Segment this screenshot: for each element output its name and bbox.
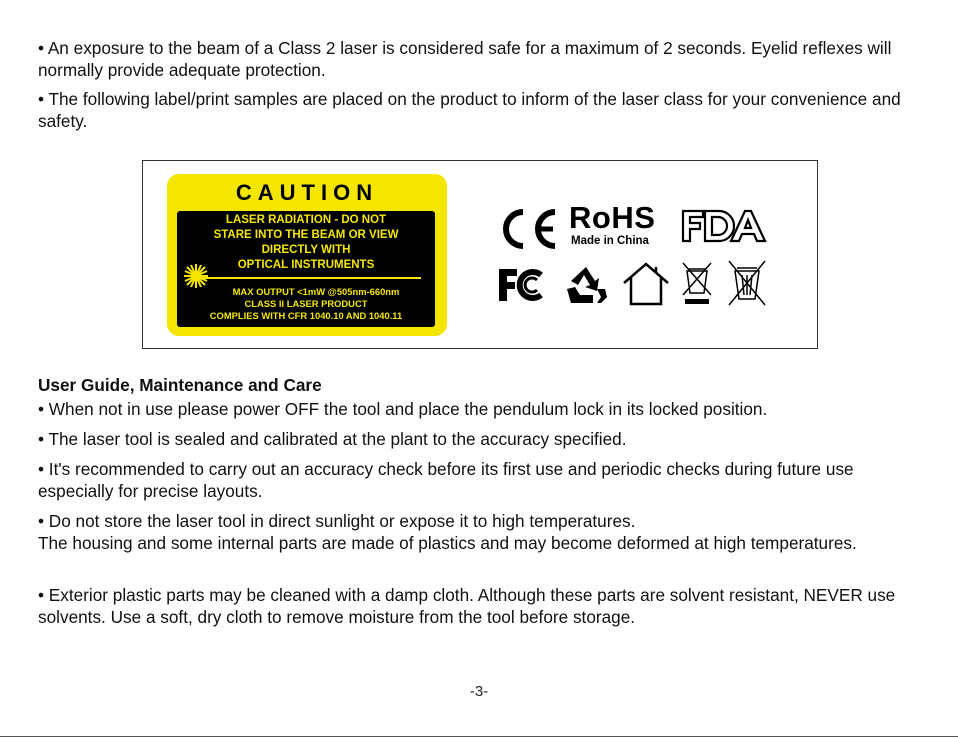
caution-line-3: DIRECTLY WITH: [261, 244, 351, 256]
laser-beam-line: [201, 277, 421, 279]
caution-line-4: OPTICAL INSTRUMENTS: [237, 259, 375, 271]
guide-heading: User Guide, Maintenance and Care: [38, 375, 322, 395]
weee-bin-icon: [681, 261, 713, 307]
rohs-title: RoHS: [569, 200, 656, 235]
recycle-icon: [563, 265, 609, 305]
caution-panel: [177, 211, 435, 327]
caution-compliance: COMPLIES WITH CFR 1040.10 AND 1040.11: [209, 310, 403, 321]
guide-paragraph-3: • It's recommended to carry out an accuracy check before its first use and periodic checks during future use especially for precise layouts.: [38, 459, 854, 501]
guide-paragraph-2: • The laser tool is sealed and calibrated at the plant to the accuracy specified.: [38, 429, 627, 449]
intro-paragraph-1: • An exposure to the beam of a Class 2 laser is considered safe for a maximum of 2 seconds. Eyelid reflexes will normally provide adequate protection.: [38, 38, 892, 80]
caution-output: MAX OUTPUT <1mW @505nm-660nm: [232, 286, 400, 297]
indoor-use-icon: [621, 261, 671, 307]
weee-bin-crossed-icon: [727, 259, 767, 307]
fcc-logo-icon: [497, 267, 551, 303]
guide-paragraph-1: • When not in use please power OFF the tool and place the pendulum lock in its locked position.: [38, 399, 768, 419]
guide-paragraph-4: • Do not store the laser tool in direct sunlight or expose it to high temperatures. The housing and some internal parts are made of plastics and may become deformed at high temperatures.: [38, 511, 857, 553]
label-samples-frame: [142, 160, 818, 349]
intro-paragraph-2: • The following label/print samples are placed on the product to inform of the laser class for your convenience and safety.: [38, 89, 901, 131]
bottom-rule: [0, 736, 958, 737]
caution-line-1: LASER RADIATION - DO NOT: [225, 214, 387, 226]
guide-paragraph-5: • Exterior plastic parts may be cleaned with a damp cloth. Although these parts are solvent resistant, NEVER use solvents. Use a soft, dry cloth to remove moisture from the tool before storage.: [38, 585, 896, 627]
ce-mark-icon: [499, 206, 561, 252]
page-number: -3-: [469, 683, 489, 700]
caution-label: [167, 174, 447, 336]
fda-logo-icon: [681, 209, 767, 243]
caution-class: CLASS II LASER PRODUCT: [244, 298, 368, 309]
caution-title: CAUTION: [235, 180, 379, 205]
caution-line-2: STARE INTO THE BEAM OR VIEW: [213, 229, 399, 241]
rohs-made-in-china: Made in China: [571, 235, 649, 247]
